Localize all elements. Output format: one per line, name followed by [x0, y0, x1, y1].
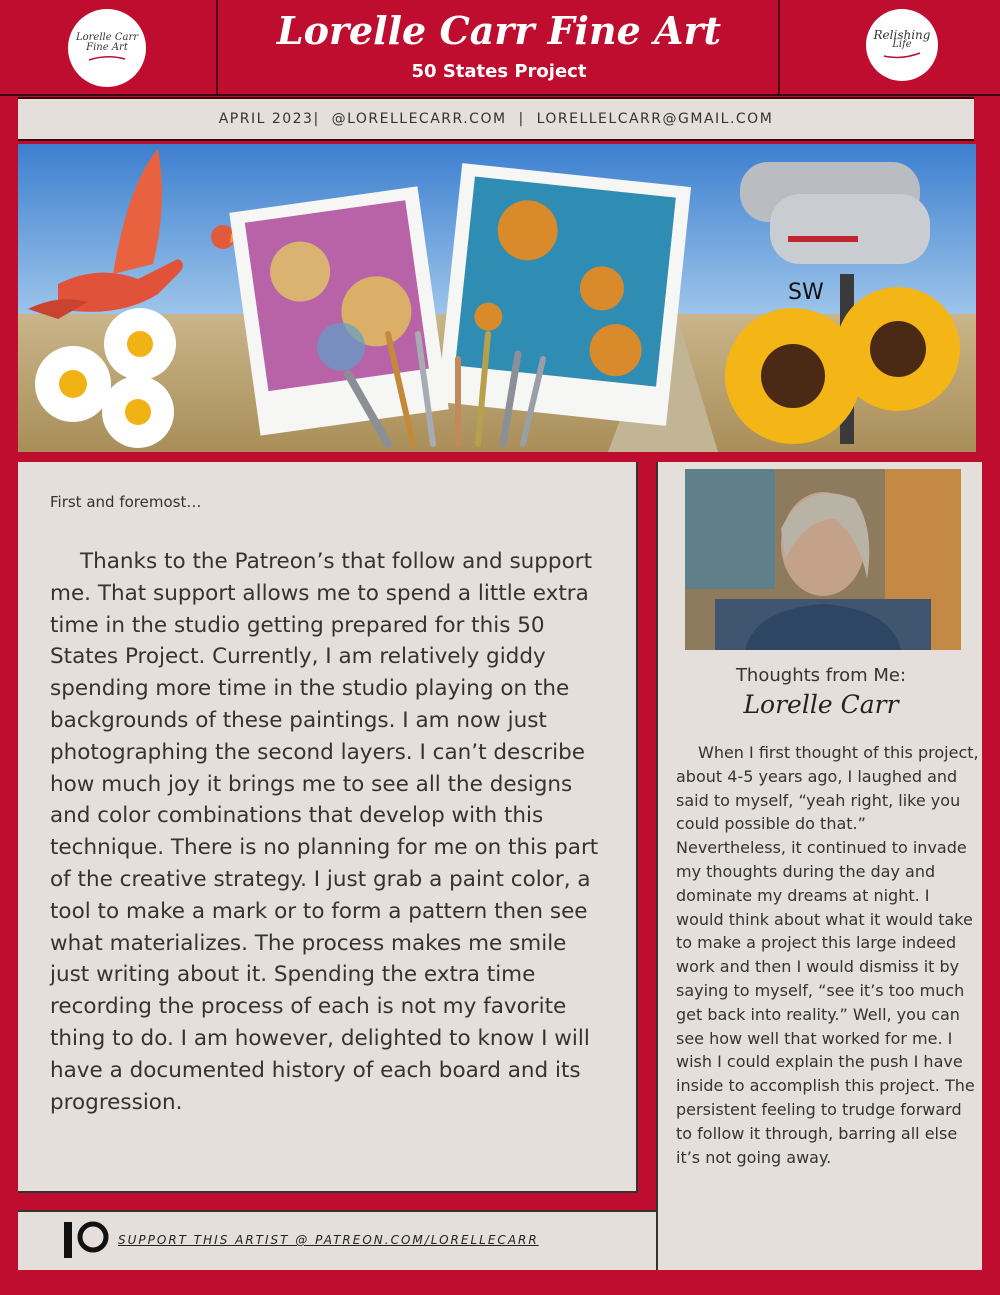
- relishing-logo-line2: Life: [892, 39, 912, 50]
- banner-collage: [18, 144, 976, 452]
- fine-art-logo-line1: Lorelle Carr: [75, 32, 139, 43]
- polaroid-orange-flowers: [437, 163, 691, 426]
- header-divider-left: [216, 0, 218, 94]
- fine-art-logo: [68, 9, 146, 87]
- article-intro: First and foremost…: [50, 493, 202, 511]
- info-bar: [18, 97, 974, 141]
- patreon-support-link[interactable]: SUPPORT THIS ARTIST @ PATREON.COM/LORELLECARR: [118, 1233, 539, 1247]
- relishing-logo-line1: Relishing: [873, 28, 931, 42]
- fine-art-logo-line2: Fine Art: [86, 42, 128, 53]
- sidebar-panel: [656, 462, 982, 1270]
- mailbox-label: SW: [788, 280, 824, 305]
- artist-photo: [685, 469, 961, 650]
- sidebar-signature: Lorelle Carr: [743, 690, 899, 719]
- article-body: Thanks to the Patreon’s that follow and support me. That support allows me to spend a little extra time in the studio getting prepared for this 50 States Project. Currently, I am relatively giddy spending more time in the studio playing on the backgrounds of these paintings. I am now just photographing the second layers. I can’t describe how much joy it brings me to see all the designs and color combinations that develop with this technique. There is no planning for me on this part of the creative strategy. I just grab a paint color, a tool to make a mark or to form a pattern then see what materializes. The process makes me smile just writing about it. Spending the extra time recording the process of each is not my favorite thing to do. I am however, delighted to know I will have a documented history of each board and its progression.: [50, 549, 599, 1115]
- sidebar-text: When I first thought of this project, about 4-5 years ago, I laughed and said to myself, “yeah right, like you could possible do that.” Nevertheless, it continued to invade my thoughts during the day and dominate my dreams at night. I would think about what it would take to make a project this large indeed work and then I would dismiss it by saying to myself, “see it’s too much get back into reality.” Well, you can see how well that worked for me. I wish I could explain the push I have inside to accomplish this project. The persistent feeling to trudge forward to follow it through, barring all else it’s not going away.: [676, 743, 979, 1167]
- patreon-footer: [18, 1210, 656, 1270]
- main-article-panel: [18, 462, 638, 1193]
- logo-swoosh-icon: [87, 53, 127, 63]
- page-title: Lorelle Carr Fine Art: [276, 8, 722, 53]
- page-subtitle: 50 States Project: [411, 61, 587, 82]
- sidebar-heading: Thoughts from Me:: [735, 665, 907, 686]
- artist-photo-illustration: [685, 469, 961, 650]
- polaroid-bubbles: [229, 186, 448, 435]
- patreon-icon: [62, 1218, 110, 1262]
- info-bar-text: APRIL 2023| @LORELLECARR.COM | LORELLELCARR@GMAIL.COM: [218, 111, 774, 127]
- relishing-life-logo: [866, 9, 938, 81]
- logo-swoosh-icon: [882, 50, 922, 60]
- header-bottom-line: [0, 94, 1000, 96]
- banner-illustration: [18, 144, 976, 452]
